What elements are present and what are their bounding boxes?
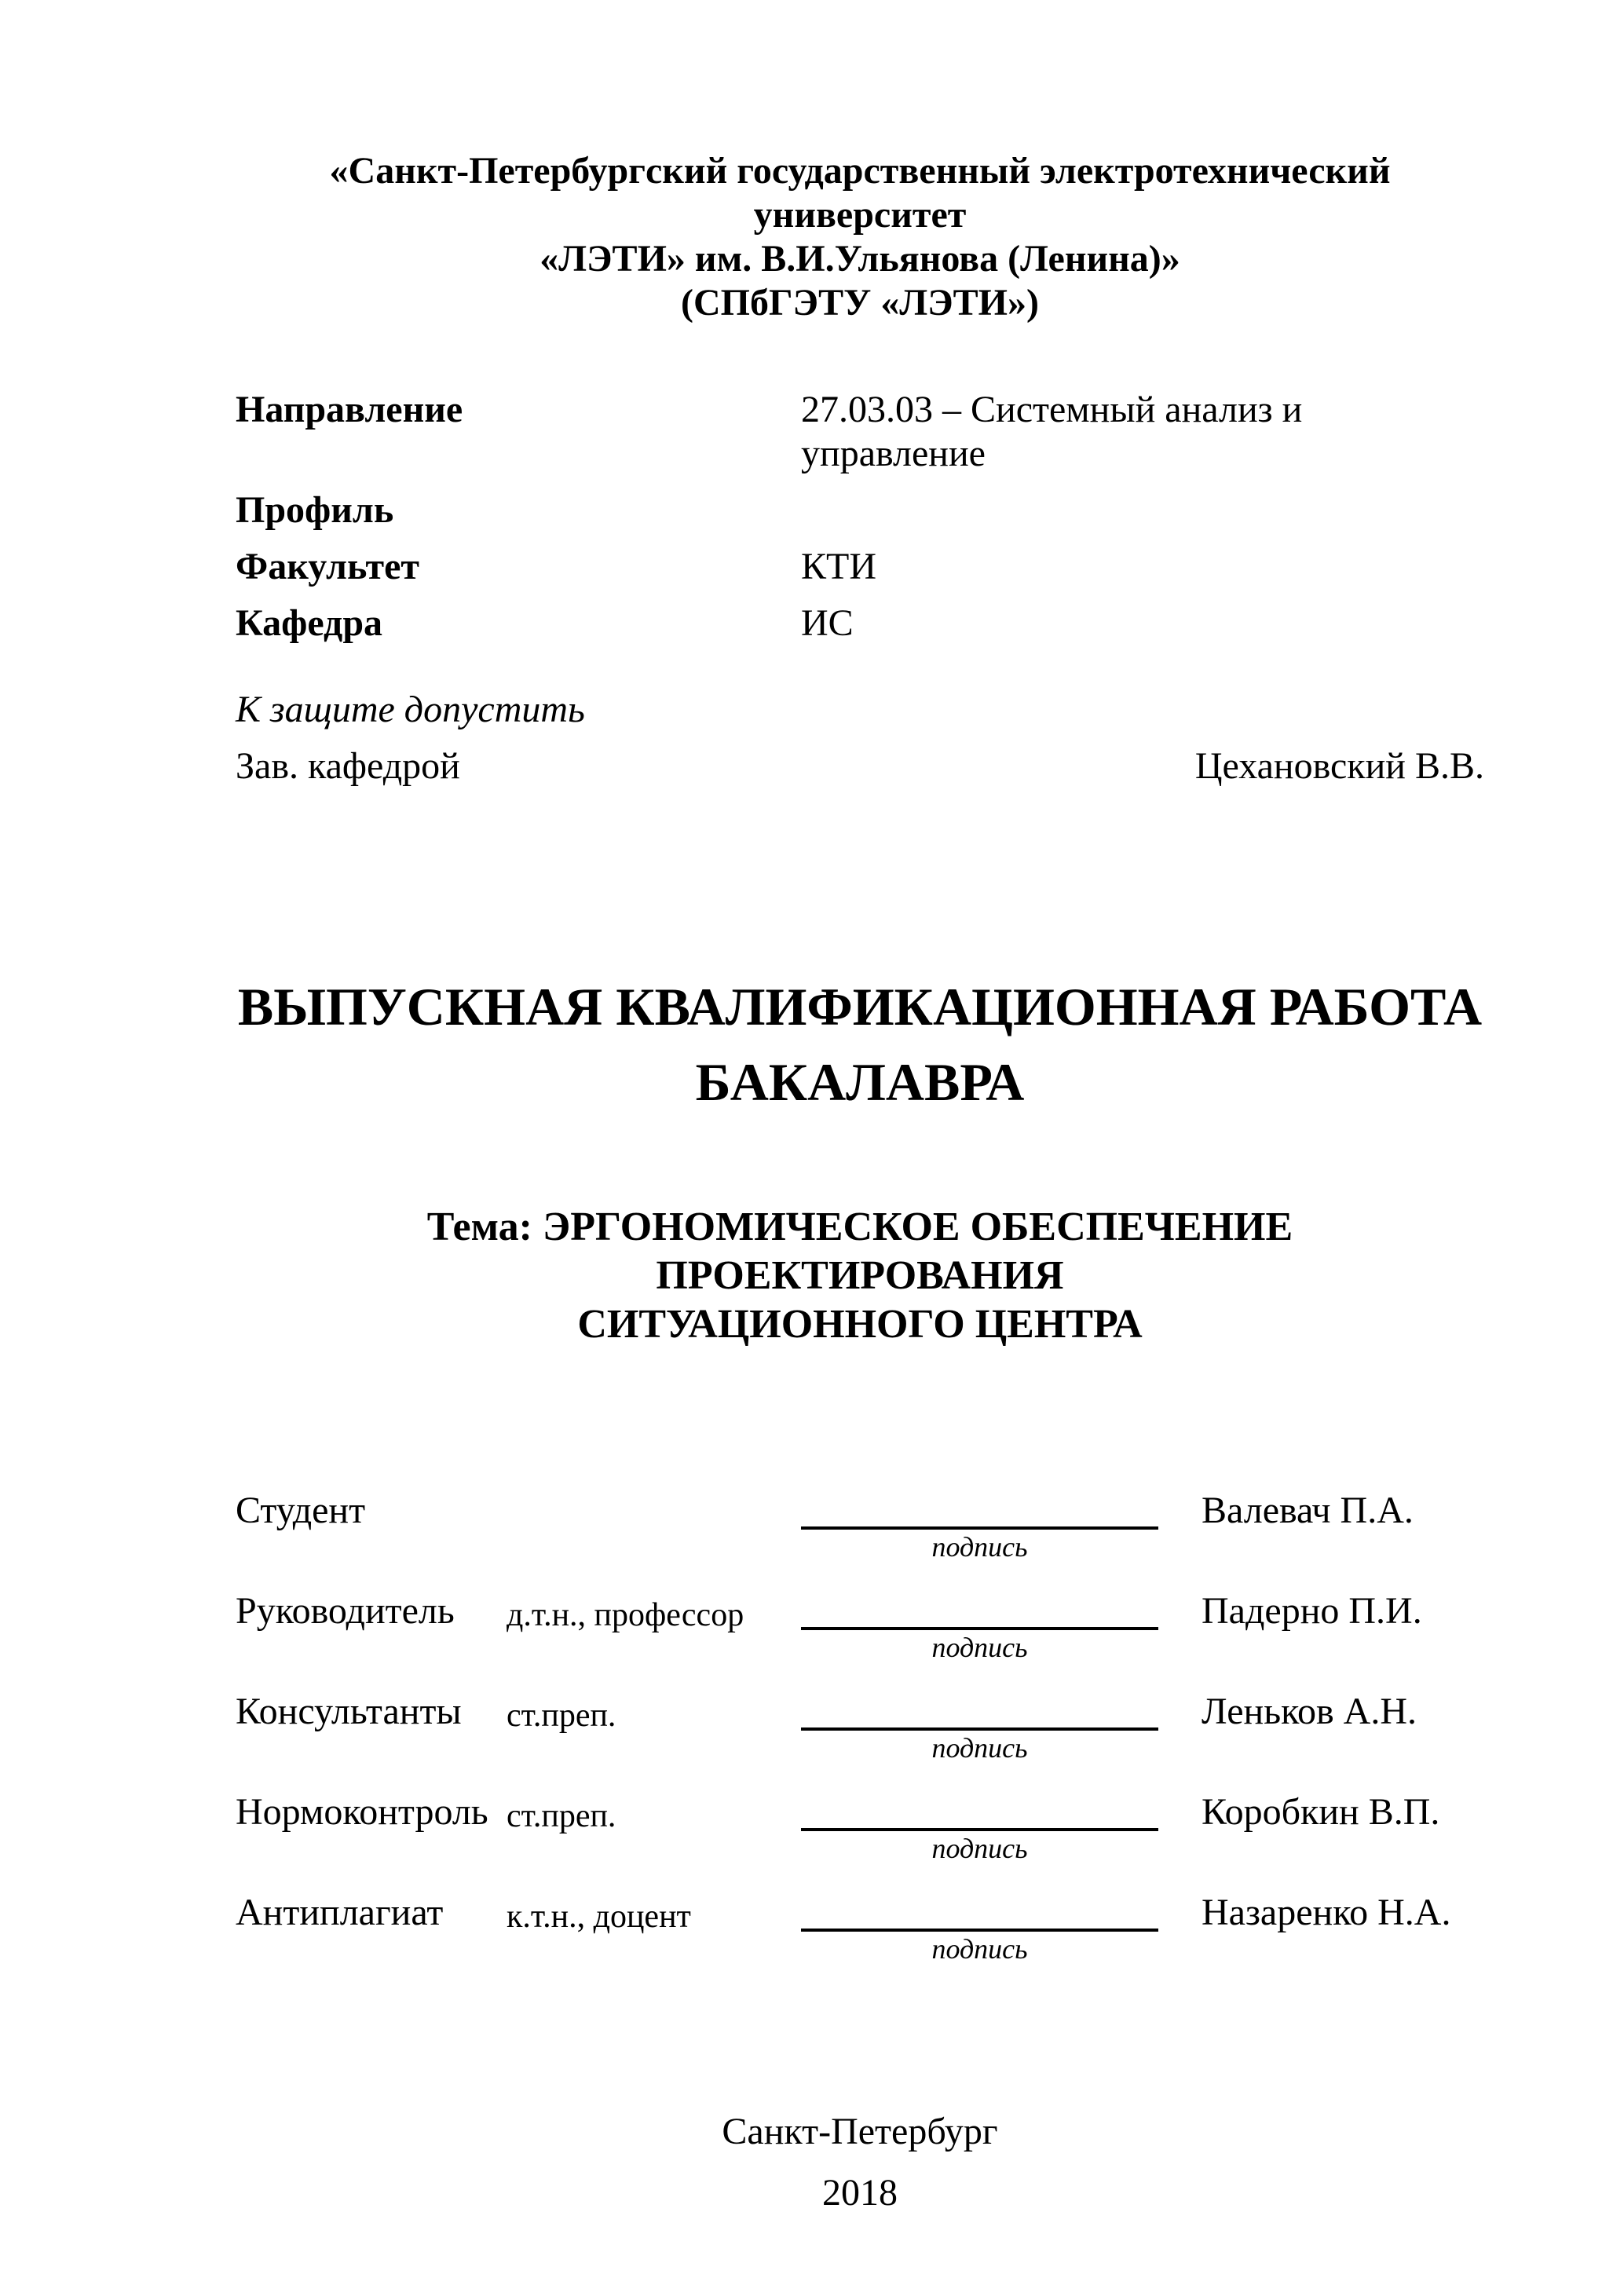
signature-row-consultants [236,1690,1484,1765]
student-signature-field [801,1489,1158,1564]
normcontrol-name: Коробкин В.П. [1202,1791,1440,1833]
theme-title [236,1203,1484,1349]
student-name: Валевач П.А. [1202,1490,1414,1531]
signatures-block [236,1489,1484,1966]
theme-line2: СИТУАЦИОННОГО ЦЕНТРА [577,1302,1143,1347]
antiplagiarism-rank: к.т.н., доцент [507,1899,691,1935]
consultants-role-label: Консультанты [236,1691,462,1732]
profile-label: Профиль [236,489,394,531]
university-name-line2: «ЛЭТИ» им. В.И.Ульянова (Ленина)» [540,238,1180,280]
program-info-block [236,388,1484,645]
direction-value: 27.03.03 – Системный анализ и управление [801,389,1303,474]
work-title-line2: БАКАЛАВРА [695,1052,1025,1112]
supervisor-name: Падерно П.И. [1202,1590,1422,1632]
footer-year: 2018 [822,2172,898,2214]
department-value: ИС [801,602,854,644]
department-head-row [236,744,1484,788]
signature-caption: подпись [931,1833,1028,1864]
signature-caption: подпись [931,1632,1028,1663]
direction-label: Направление [236,389,463,430]
page-content [236,149,1484,2224]
page-footer [236,2101,1484,2224]
theme-line1: Тема: ЭРГОНОМИЧЕСКОЕ ОБЕСПЕЧЕНИЕ ПРОЕКТИРОВАНИЯ [426,1205,1293,1298]
info-row-department [236,601,1484,645]
work-title [236,969,1484,1120]
consultants-name: Леньков А.Н. [1202,1691,1417,1732]
supervisor-signature-field [801,1589,1158,1665]
supervisor-role-label: Руководитель [236,1590,455,1632]
antiplagiarism-name: Назаренко Н.А. [1202,1892,1451,1933]
antiplagiarism-role-label: Антиплагиат [236,1892,444,1933]
student-rank [507,1489,801,1495]
consultants-signature-field [801,1690,1158,1765]
normcontrol-rank: ст.преп. [507,1798,616,1834]
info-row-profile [236,488,1484,532]
normcontrol-role-label: Нормоконтроль [236,1791,488,1833]
info-row-faculty [236,545,1484,589]
faculty-value: КТИ [801,546,876,587]
profile-value [801,488,1484,532]
department-head-position: Зав. кафедрой [236,745,460,787]
department-head-name: Цехановский В.В. [1194,745,1484,787]
signature-caption: подпись [931,1531,1028,1563]
university-header [236,149,1484,325]
normcontrol-signature-field [801,1790,1158,1866]
faculty-label: Факультет [236,546,419,587]
university-name-line1: «Санкт-Петербургский государственный электротехнический университет [329,150,1391,236]
signature-row-student [236,1489,1484,1564]
student-role-label: Студент [236,1490,366,1531]
signature-row-antiplagiarism [236,1891,1484,1966]
consultants-rank: ст.преп. [507,1698,616,1734]
footer-city: Санкт-Петербург [722,2111,998,2152]
department-label: Кафедра [236,602,383,644]
university-abbreviation: (СПбГЭТУ «ЛЭТИ») [681,282,1039,324]
info-row-direction [236,388,1484,476]
supervisor-rank: д.т.н., профессор [507,1597,744,1633]
signature-row-normcontrol [236,1790,1484,1866]
antiplagiarism-signature-field [801,1891,1158,1966]
signature-caption: подпись [931,1933,1028,1965]
signature-caption: подпись [931,1732,1028,1764]
signature-row-supervisor [236,1589,1484,1665]
admission-phrase: К защите допустить [236,689,585,730]
work-title-line1: ВЫПУСКНАЯ КВАЛИФИКАЦИОННАЯ РАБОТА [237,977,1483,1036]
